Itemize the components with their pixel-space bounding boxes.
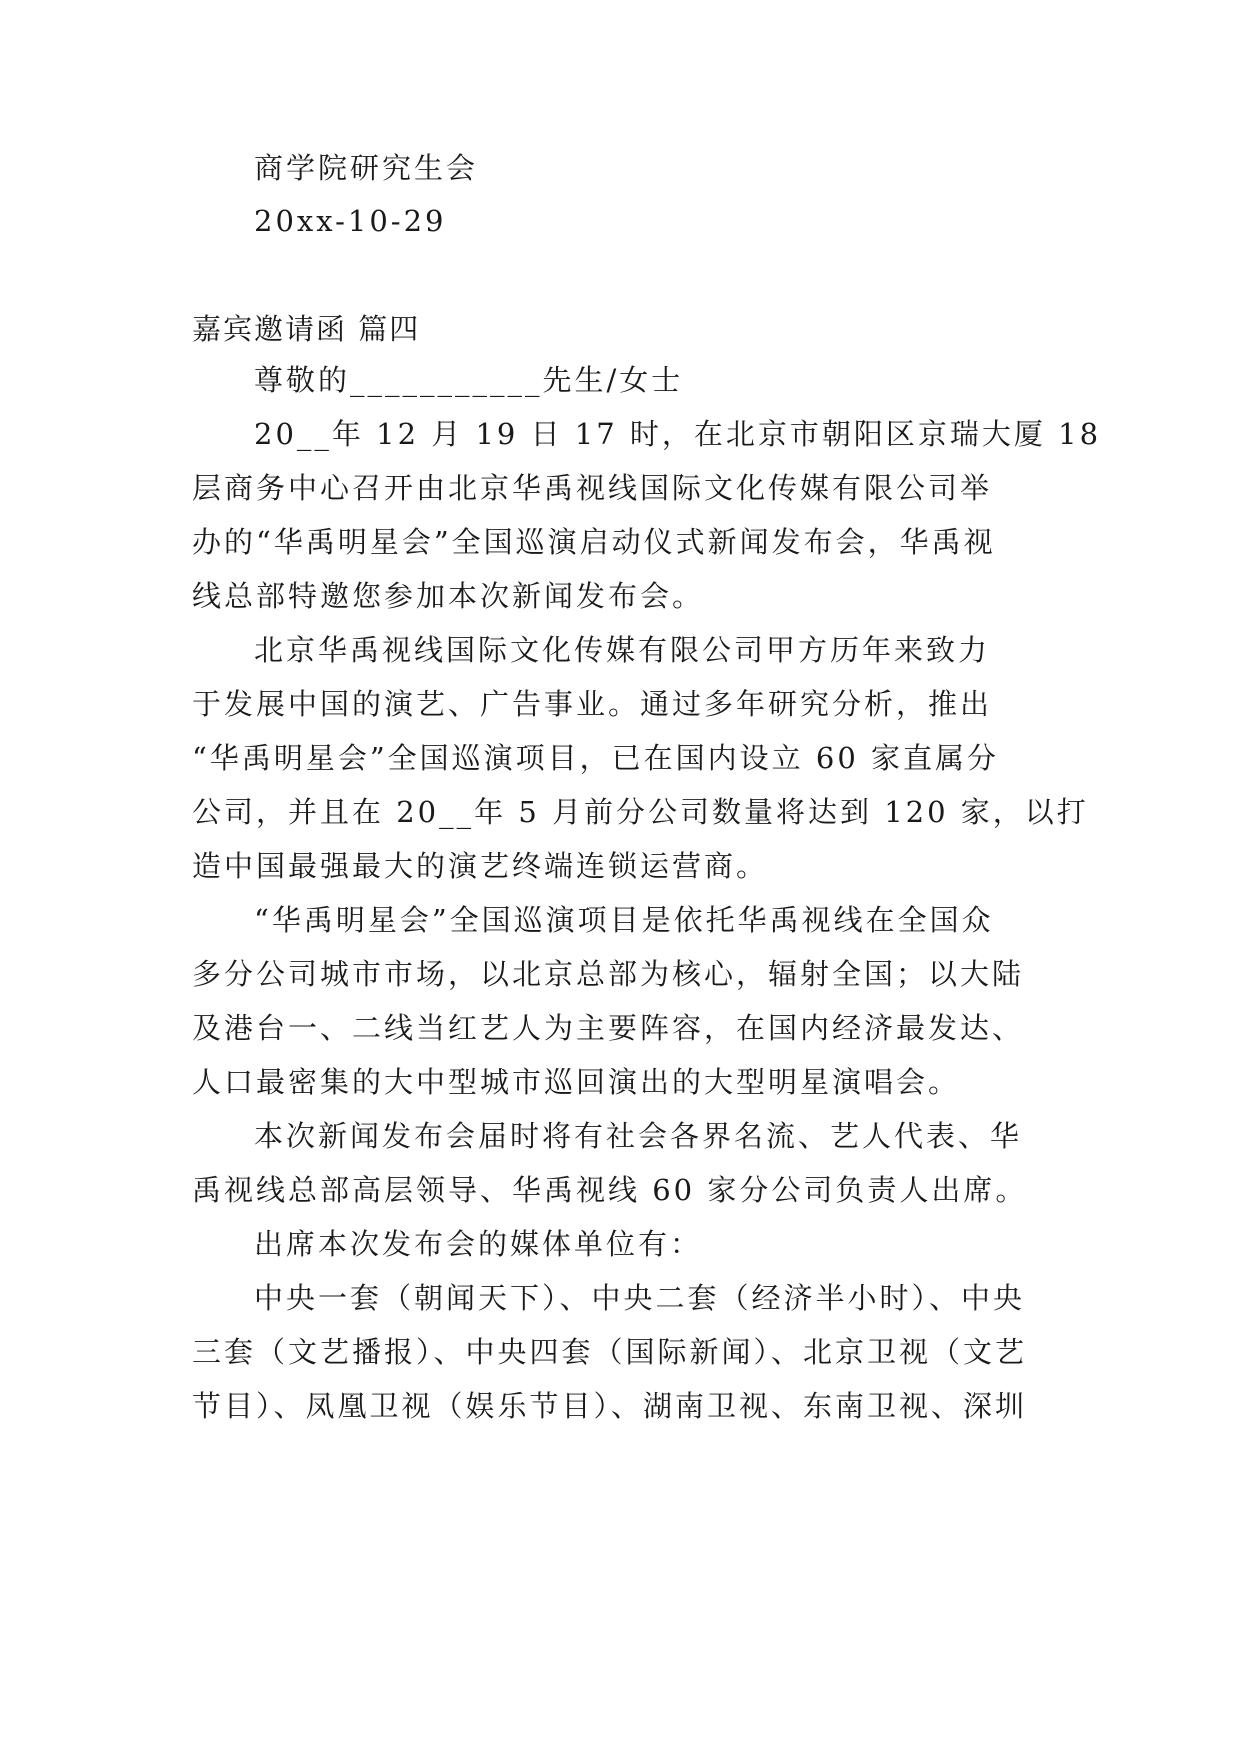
body-line: 节目）、凤凰卫视（娱乐节目）、湖南卫视、东南卫视、深圳 bbox=[192, 1389, 1028, 1423]
signature-organization: 商学院研究生会 bbox=[254, 151, 479, 185]
body-line: 北京华禹视线国际文化传媒有限公司甲方历年来致力 bbox=[254, 633, 991, 667]
body-line: 禹视线总部高层领导、华禹视线 60 家分公司负责人出席。 bbox=[192, 1173, 1028, 1207]
body-line: “华禹明星会”全国巡演项目，已在国内设立 60 家直属分 bbox=[192, 741, 999, 775]
body-line: 线总部特邀您参加本次新闻发布会。 bbox=[192, 579, 705, 613]
body-line: 人口最密集的大中型城市巡回演出的大型明星演唱会。 bbox=[192, 1065, 961, 1099]
body-line: 中央一套（朝闻天下）、中央二套（经济半小时）、中央 bbox=[254, 1281, 1026, 1315]
body-line: 本次新闻发布会届时将有社会各界名流、艺人代表、华 bbox=[254, 1119, 1023, 1153]
body-line: 层商务中心召开由北京华禹视线国际文化传媒有限公司举 bbox=[192, 471, 993, 505]
body-line: 多分公司城市市场，以北京总部为核心，辐射全国；以大陆 bbox=[192, 957, 1025, 991]
body-line: 公司，并且在 20__年 5 月前分公司数量将达到 120 家，以打 bbox=[192, 795, 1089, 829]
body-line: 于发展中国的演艺、广告事业。通过多年研究分析，推出 bbox=[192, 687, 993, 721]
body-line: 20__年 12 月 19 日 17 时，在北京市朝阳区京瑞大厦 18 bbox=[254, 417, 1102, 451]
body-line: 造中国最强最大的演艺终端连锁运营商。 bbox=[192, 849, 769, 883]
salutation: 尊敬的___________先生/女士 bbox=[254, 363, 684, 397]
body-line: “华禹明星会”全国巡演项目是依托华禹视线在全国众 bbox=[254, 903, 994, 937]
body-line: 及港台一、二线当红艺人为主要阵容，在国内经济最发达、 bbox=[192, 1011, 1025, 1045]
body-line: 出席本次发布会的媒体单位有： bbox=[254, 1227, 703, 1261]
body-line: 三套（文艺播报）、中央四套（国际新闻）、北京卫视（文艺 bbox=[192, 1335, 1028, 1369]
body-line: 办的“华禹明星会”全国巡演启动仪式新闻发布会，华禹视 bbox=[192, 525, 996, 559]
signature-date: 20xx-10-29 bbox=[254, 204, 447, 238]
section-heading: 嘉宾邀请函 篇四 bbox=[192, 312, 421, 346]
